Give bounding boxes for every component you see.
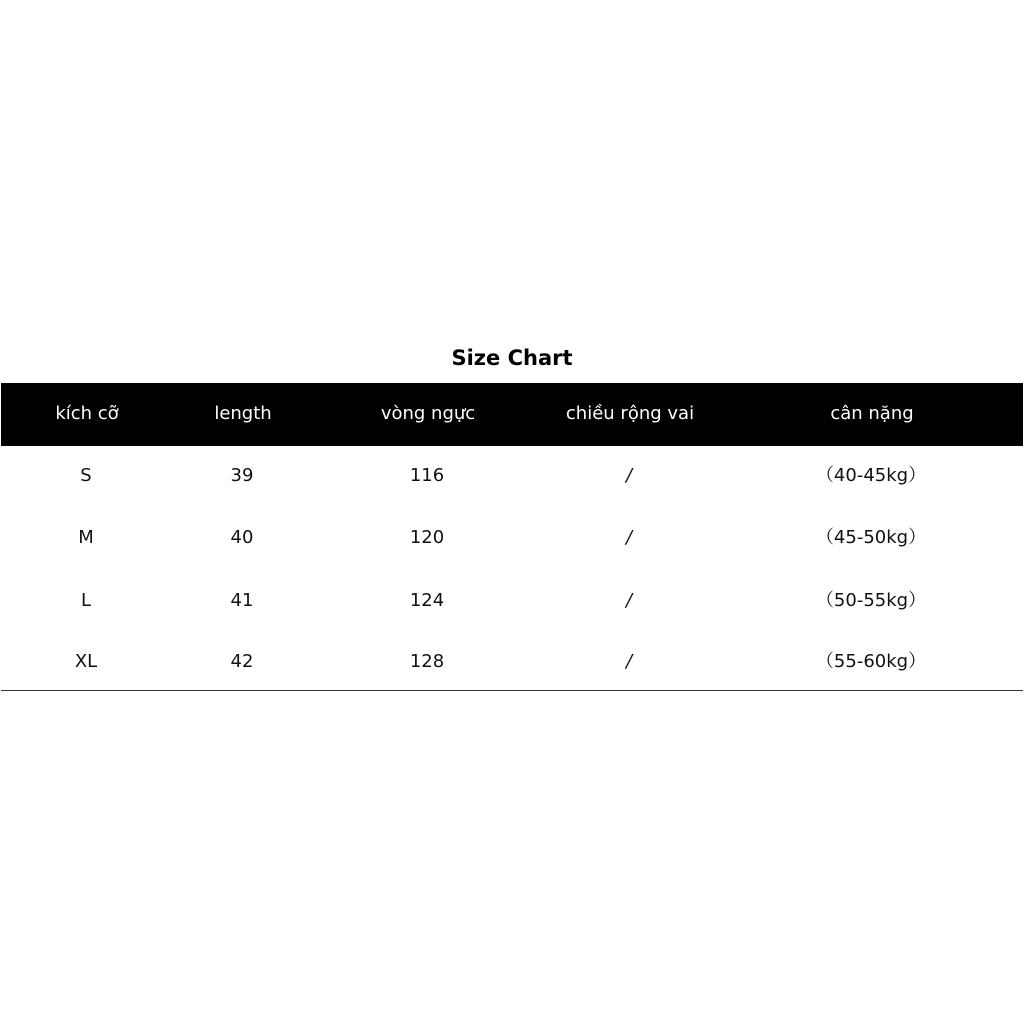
- cell-weight: （45-50kg）: [815, 527, 927, 548]
- cell-length: 39: [230, 465, 254, 486]
- cell-chest: 124: [409, 590, 445, 611]
- table-row: [0, 518, 1024, 558]
- cell-shoulder-width: /: [625, 651, 633, 672]
- cell-length: 41: [230, 590, 254, 611]
- table-bottom-rule: [1, 690, 1023, 691]
- cell-length: 42: [230, 651, 254, 672]
- cell-shoulder-width: /: [625, 465, 633, 486]
- cell-size: S: [80, 465, 92, 486]
- header-chest: vòng ngực: [380, 403, 476, 424]
- cell-chest: 120: [409, 527, 445, 548]
- cell-shoulder-width: /: [625, 590, 633, 611]
- header-weight: cân nặng: [830, 403, 914, 424]
- cell-chest: 128: [409, 651, 445, 672]
- cell-size: M: [78, 527, 94, 548]
- size-chart-title: Size Chart: [451, 346, 573, 370]
- cell-size: L: [80, 590, 92, 611]
- table-header: [1, 383, 1023, 446]
- cell-length: 40: [230, 527, 254, 548]
- cell-size: XL: [74, 651, 98, 672]
- table-row: [0, 456, 1024, 496]
- cell-weight: （55-60kg）: [815, 651, 927, 672]
- cell-weight: （50-55kg）: [815, 590, 927, 611]
- header-shoulder-width: chiều rộng vai: [565, 403, 695, 424]
- table-row: [0, 581, 1024, 621]
- cell-weight: （40-45kg）: [815, 465, 927, 486]
- header-length: length: [214, 403, 272, 424]
- header-size: kích cỡ: [55, 403, 119, 424]
- table-row: [0, 642, 1024, 682]
- cell-shoulder-width: /: [625, 527, 633, 548]
- cell-chest: 116: [409, 465, 445, 486]
